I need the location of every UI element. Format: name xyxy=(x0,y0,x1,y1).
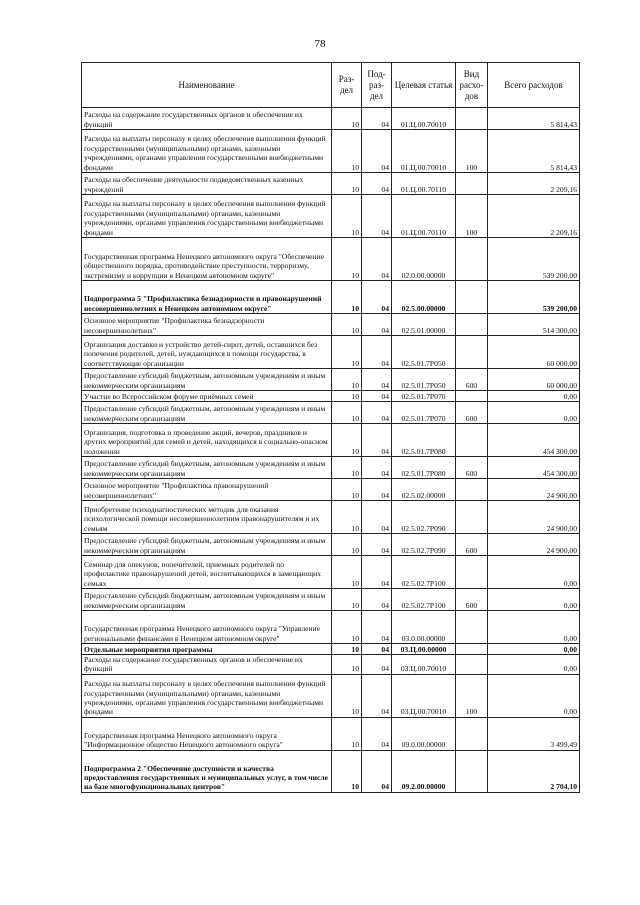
row-subsection: 04 xyxy=(362,750,392,792)
table-row xyxy=(82,611,580,644)
row-expense-type xyxy=(456,424,488,457)
row-name: Расходы на выплаты персоналу в целях обеспечения выполнения функций государственными (муниципальными) органами, казенными учреждениями, органами управления государственными внебюджетными фондами xyxy=(82,195,332,238)
row-total: 0,00 xyxy=(488,674,580,717)
row-article: 01.Ц.00.70010 xyxy=(392,108,456,130)
row-expense-type xyxy=(456,611,488,644)
row-expense-type xyxy=(456,238,488,281)
row-section: 10 xyxy=(332,369,362,391)
row-name: Государственная программа Ненецкого автономного округа "Информационное общество Ненецкого автономного округа" xyxy=(82,717,332,750)
row-expense-type: 600 xyxy=(456,534,488,556)
row-total: 24 900,00 xyxy=(488,534,580,556)
row-article: 02.5.01.00000 xyxy=(392,314,456,336)
budget-table xyxy=(81,62,580,793)
row-name: Подпрограмма 2 "Обеспечение доступности и качества предоставления государственных и муниципальных услуг, в том числе на базе многофункциональных центров" xyxy=(82,750,332,792)
row-expense-type xyxy=(456,336,488,369)
header-total: Всего расходов xyxy=(488,63,580,108)
row-total: 454 300,00 xyxy=(488,424,580,457)
page-number: 78 xyxy=(314,38,326,50)
row-name: Предоставление субсидий бюджетным, автономным учреждениям и иным некоммерческим организациям xyxy=(82,534,332,556)
row-expense-type: 100 xyxy=(456,195,488,238)
table-row xyxy=(82,369,580,391)
row-subsection: 04 xyxy=(362,655,392,675)
row-section: 10 xyxy=(332,655,362,675)
row-subsection: 04 xyxy=(362,369,392,391)
row-expense-type xyxy=(456,281,488,314)
row-subsection: 04 xyxy=(362,479,392,501)
row-section: 10 xyxy=(332,130,362,173)
row-expense-type xyxy=(456,717,488,750)
row-article: 02.5.01.7Р070 xyxy=(392,402,456,424)
row-section: 10 xyxy=(332,479,362,501)
header-expense-type: Вид расхо-дов xyxy=(456,63,488,108)
row-total: 0,00 xyxy=(488,611,580,644)
row-expense-type xyxy=(456,479,488,501)
table-row xyxy=(82,655,580,675)
row-article: 02.5.01.7Р050 xyxy=(392,336,456,369)
row-article: 09.0.00.00000 xyxy=(392,717,456,750)
row-total: 514 300,00 xyxy=(488,314,580,336)
row-total: 3 499,49 xyxy=(488,717,580,750)
row-subsection: 04 xyxy=(362,501,392,534)
row-section: 10 xyxy=(332,336,362,369)
row-section: 10 xyxy=(332,534,362,556)
row-section: 10 xyxy=(332,457,362,479)
row-name: Расходы на выплаты персоналу в целях обеспечения выполнения функций государственными (муниципальными) органами, казенными учреждениями, органами управления государственными внебюджетными фондами xyxy=(82,674,332,717)
row-section: 10 xyxy=(332,556,362,589)
table-row xyxy=(82,501,580,534)
table-row xyxy=(82,479,580,501)
row-section: 10 xyxy=(332,281,362,314)
row-expense-type xyxy=(456,556,488,589)
header-name: Наименование xyxy=(82,63,332,108)
row-subsection: 04 xyxy=(362,402,392,424)
row-section: 10 xyxy=(332,402,362,424)
row-subsection: 04 xyxy=(362,611,392,644)
row-article: 02.5.01.7Р080 xyxy=(392,424,456,457)
header-article: Целевая статья xyxy=(392,63,456,108)
row-expense-type: 600 xyxy=(456,457,488,479)
row-total: 24 900,00 xyxy=(488,501,580,534)
row-name: Расходы на выплаты персоналу в целях обеспечения выполнения функций государственными (муниципальными) органами, казенными учреждениями, органами управления государственными внебюджетными фондами xyxy=(82,130,332,173)
table-row xyxy=(82,402,580,424)
row-total: 0,00 xyxy=(488,402,580,424)
row-subsection: 04 xyxy=(362,424,392,457)
row-total: 2 704,10 xyxy=(488,750,580,792)
row-subsection: 04 xyxy=(362,108,392,130)
table-row xyxy=(82,717,580,750)
row-total: 454 300,00 xyxy=(488,457,580,479)
row-article: 01.Ц.00.70110 xyxy=(392,195,456,238)
row-name: Организация доставки и устройство детей-сирот, детей, оставшихся без попечения родителей, детей, нуждающихся в помощи государства, в соответствующие организации xyxy=(82,336,332,369)
row-name: Предоставление субсидий бюджетным, автономным учреждениям и иным некоммерческим организациям xyxy=(82,589,332,611)
row-expense-type: 100 xyxy=(456,130,488,173)
row-section: 10 xyxy=(332,674,362,717)
row-section: 10 xyxy=(332,589,362,611)
row-name: Государственная программа Ненецкого автономного округа "Обеспечение общественного порядка, противодействие преступности, терроризму, экстремизму и коррупции в Ненецком автономном округе" xyxy=(82,238,332,281)
row-subsection: 04 xyxy=(362,644,392,655)
row-subsection: 04 xyxy=(362,674,392,717)
row-subsection: 04 xyxy=(362,589,392,611)
row-section: 10 xyxy=(332,314,362,336)
row-name: Семинар для опекунов, попечителей, приемных родителей по профилактике правонарушений детей, воспитывающихся в замещающих семьях xyxy=(82,556,332,589)
row-section: 10 xyxy=(332,717,362,750)
row-name: Предоставление субсидий бюджетным, автономным учреждениям и иным некоммерческим организациям xyxy=(82,369,332,391)
row-name: Участие во Всероссийском форуме приёмных семей xyxy=(82,391,332,402)
row-name: Государственная программа Ненецкого автономного округа "Управление региональными финансами в Ненецком автономном округе" xyxy=(82,611,332,644)
row-name: Предоставление субсидий бюджетным, автономным учреждениям и иным некоммерческим организациям xyxy=(82,457,332,479)
row-article: 02.5.01.7Р070 xyxy=(392,391,456,402)
row-article: 03.Ц.00.70010 xyxy=(392,655,456,675)
row-total: 60 000,00 xyxy=(488,336,580,369)
row-section: 10 xyxy=(332,644,362,655)
table-row xyxy=(82,457,580,479)
row-subsection: 04 xyxy=(362,314,392,336)
row-expense-type xyxy=(456,108,488,130)
row-subsection: 04 xyxy=(362,336,392,369)
row-total: 0,00 xyxy=(488,589,580,611)
row-article: 02.5.01.7Р050 xyxy=(392,369,456,391)
row-name: Подпрограмма 5 "Профилактика безнадзорности и правонарушений несовершеннолетних в Ненецком автономном округе" xyxy=(82,281,332,314)
header-subsection: Под-раз-дел xyxy=(362,63,392,108)
row-section: 10 xyxy=(332,108,362,130)
row-expense-type xyxy=(456,655,488,675)
row-name: Отдельные мероприятия программы xyxy=(82,644,332,655)
row-total: 2 209,16 xyxy=(488,173,580,195)
row-article: 01.Ц.00.70110 xyxy=(392,173,456,195)
table-row xyxy=(82,336,580,369)
row-total: 60 000,00 xyxy=(488,369,580,391)
table-row xyxy=(82,556,580,589)
row-article: 03.0.00.00000 xyxy=(392,611,456,644)
row-section: 10 xyxy=(332,611,362,644)
row-total: 0,00 xyxy=(488,391,580,402)
row-name: Основное мероприятие "Профилактика безнадзорности несовершеннолетних" xyxy=(82,314,332,336)
row-section: 10 xyxy=(332,750,362,792)
row-total: 5 814,43 xyxy=(488,130,580,173)
row-article: 02.5.00.00000 xyxy=(392,281,456,314)
row-section: 10 xyxy=(332,238,362,281)
row-article: 02.5.02.7Р090 xyxy=(392,501,456,534)
row-expense-type: 100 xyxy=(456,674,488,717)
table-header-row xyxy=(82,63,580,108)
table-row xyxy=(82,238,580,281)
row-article: 02.0.00.00000 xyxy=(392,238,456,281)
row-article: 02.5.02.00000 xyxy=(392,479,456,501)
row-subsection: 04 xyxy=(362,173,392,195)
row-total: 2 209,16 xyxy=(488,195,580,238)
row-total: 24 900,00 xyxy=(488,479,580,501)
row-expense-type xyxy=(456,314,488,336)
row-section: 10 xyxy=(332,195,362,238)
table-row xyxy=(82,195,580,238)
row-name: Расходы на обеспечение деятельности подведомственных казенных учреждений xyxy=(82,173,332,195)
row-article: 02.5.01.7Р080 xyxy=(392,457,456,479)
row-name: Приобретение психодиагностических методик для оказания психологической помощи несовершеннолетним правонарушителям и их семьям xyxy=(82,501,332,534)
row-name: Расходы на содержание государственных органов и обеспечение их функций xyxy=(82,655,332,675)
row-subsection: 04 xyxy=(362,717,392,750)
row-expense-type xyxy=(456,501,488,534)
row-section: 10 xyxy=(332,501,362,534)
table-row xyxy=(82,130,580,173)
row-expense-type xyxy=(456,173,488,195)
row-subsection: 04 xyxy=(362,281,392,314)
row-article: 09.2.00.00000 xyxy=(392,750,456,792)
row-total: 0,00 xyxy=(488,644,580,655)
row-subsection: 04 xyxy=(362,457,392,479)
row-total: 539 200,00 xyxy=(488,238,580,281)
table-row xyxy=(82,750,580,792)
row-subsection: 04 xyxy=(362,391,392,402)
row-name: Организация, подготовка и проведение акций, вечеров, праздников и других мероприятий для семей и детей, находящихся в социально-опасном положении xyxy=(82,424,332,457)
row-article: 02.5.02.7Р100 xyxy=(392,556,456,589)
row-expense-type xyxy=(456,391,488,402)
table-row xyxy=(82,589,580,611)
row-expense-type: 600 xyxy=(456,402,488,424)
row-article: 02.5.02.7Р100 xyxy=(392,589,456,611)
table-row xyxy=(82,281,580,314)
row-article: 03.Ц.00.70010 xyxy=(392,674,456,717)
table-row xyxy=(82,108,580,130)
row-subsection: 04 xyxy=(362,238,392,281)
row-subsection: 04 xyxy=(362,130,392,173)
row-section: 10 xyxy=(332,424,362,457)
row-article: 01.Ц.00.70010 xyxy=(392,130,456,173)
table-row xyxy=(82,424,580,457)
row-total: 0,00 xyxy=(488,556,580,589)
row-article: 03.Ц.00.00000 xyxy=(392,644,456,655)
row-subsection: 04 xyxy=(362,534,392,556)
row-article: 02.5.02.7Р090 xyxy=(392,534,456,556)
table-row xyxy=(82,674,580,717)
row-expense-type xyxy=(456,750,488,792)
table-row xyxy=(82,173,580,195)
row-section: 10 xyxy=(332,391,362,402)
row-expense-type xyxy=(456,644,488,655)
row-name: Основное мероприятие "Профилактика правонарушений несовершеннолетних" xyxy=(82,479,332,501)
row-total: 539 200,00 xyxy=(488,281,580,314)
row-subsection: 04 xyxy=(362,556,392,589)
row-name: Расходы на содержание государственных органов и обеспечение их функций xyxy=(82,108,332,130)
row-expense-type: 600 xyxy=(456,369,488,391)
row-name: Предоставление субсидий бюджетным, автономным учреждениям и иным некоммерческим организациям xyxy=(82,402,332,424)
table-row xyxy=(82,314,580,336)
row-subsection: 04 xyxy=(362,195,392,238)
table-row xyxy=(82,391,580,402)
row-total: 0,00 xyxy=(488,655,580,675)
row-section: 10 xyxy=(332,173,362,195)
header-section: Раз-дел xyxy=(332,63,362,108)
row-total: 5 814,43 xyxy=(488,108,580,130)
table-row xyxy=(82,644,580,655)
table-row xyxy=(82,534,580,556)
row-expense-type: 600 xyxy=(456,589,488,611)
